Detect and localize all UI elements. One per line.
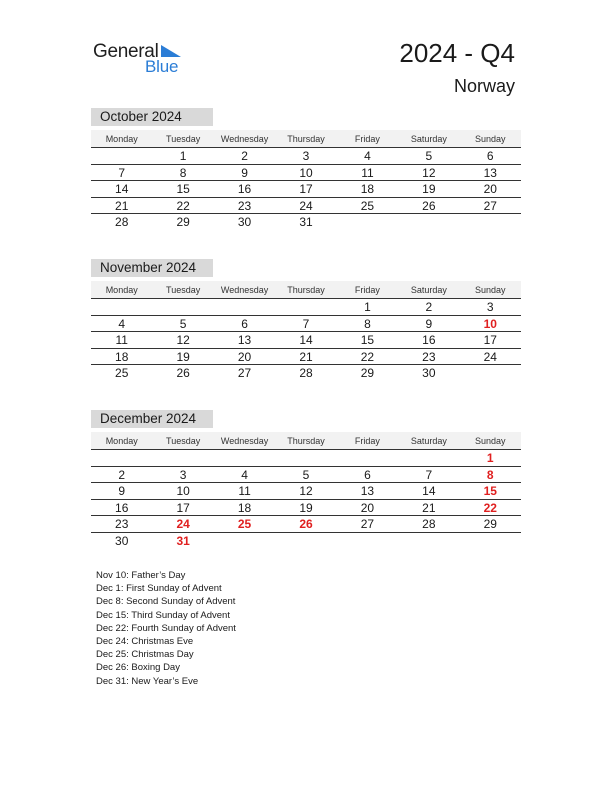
holiday-note: Dec 1: First Sunday of Advent <box>96 583 222 595</box>
holiday-note: Dec 24: Christmas Eve <box>96 636 194 648</box>
weekday-label: Thursday <box>287 285 325 295</box>
day-cell <box>275 533 336 550</box>
day-cell: 6 <box>364 467 371 482</box>
day-cell: 29 <box>483 517 497 531</box>
day-cell: 18 <box>237 500 252 515</box>
week-row <box>91 299 521 316</box>
day-cell: 27 <box>360 517 375 531</box>
day-cell: 1 <box>486 451 494 465</box>
day-cell: 26 <box>176 366 190 380</box>
day-cell: 19 <box>422 182 436 196</box>
day-cell: 2 <box>118 467 126 482</box>
day-cell: 12 <box>299 484 313 498</box>
day-cell: 5 <box>302 467 310 482</box>
weekday-label: Sunday <box>475 285 506 295</box>
day-cell: 19 <box>176 349 190 364</box>
weekday-label: Sunday <box>475 134 506 144</box>
day-cell: 9 <box>241 165 248 180</box>
day-cell: 29 <box>176 215 190 229</box>
day-cell: 30 <box>237 215 252 229</box>
day-cell: 29 <box>360 366 375 380</box>
week-row <box>91 483 521 500</box>
week-row <box>91 332 521 349</box>
day-cell: 24 <box>176 517 190 531</box>
day-cell: 15 <box>360 333 375 347</box>
weekday-label: Sunday <box>475 436 506 446</box>
day-cell: 16 <box>115 500 129 515</box>
day-cell <box>337 533 398 550</box>
day-cell: 8 <box>364 316 371 331</box>
day-cell: 26 <box>422 198 436 213</box>
week-row <box>91 533 521 550</box>
day-cell: 10 <box>483 316 497 331</box>
day-cell: 3 <box>302 149 310 163</box>
day-cell: 13 <box>237 333 252 347</box>
day-cell <box>398 533 459 550</box>
day-cell <box>91 148 152 164</box>
day-cell: 23 <box>237 198 252 213</box>
weekday-label: Tuesday <box>166 134 201 144</box>
day-cell <box>337 214 398 231</box>
day-cell: 2 <box>425 300 433 314</box>
day-cell: 16 <box>422 333 436 347</box>
week-row <box>91 148 521 165</box>
day-cell: 15 <box>176 182 190 196</box>
week-row <box>91 450 521 467</box>
weekday-label: Monday <box>105 134 138 144</box>
month-calendar <box>91 259 521 382</box>
day-cell: 31 <box>176 533 190 548</box>
day-cell: 5 <box>179 316 187 331</box>
week-row <box>91 349 521 366</box>
day-cell: 7 <box>118 165 126 180</box>
day-cell: 25 <box>115 366 129 380</box>
day-cell: 30 <box>115 533 129 548</box>
week-row <box>91 165 521 182</box>
country-name: Norway <box>453 76 515 96</box>
day-cell: 21 <box>115 198 129 213</box>
weekday-label: Thursday <box>287 436 325 446</box>
day-cell: 11 <box>115 333 128 347</box>
holiday-note: Dec 26: Boxing Day <box>96 662 180 674</box>
day-cell: 12 <box>422 165 436 180</box>
week-row <box>91 500 521 517</box>
day-cell: 17 <box>299 182 313 196</box>
day-cell: 21 <box>422 500 436 515</box>
day-cell: 1 <box>179 149 187 163</box>
day-cell: 4 <box>241 467 248 482</box>
day-cell <box>91 450 152 466</box>
weekday-label: Wednesday <box>220 285 269 295</box>
day-cell: 28 <box>299 366 313 380</box>
day-cell: 17 <box>483 333 497 347</box>
day-cell: 25 <box>237 517 252 531</box>
day-cell: 28 <box>422 517 436 531</box>
month-name: December 2024 <box>91 410 213 428</box>
day-cell: 20 <box>483 182 497 196</box>
weekday-label: Tuesday <box>166 285 201 295</box>
day-cell: 7 <box>302 316 310 331</box>
day-cell: 14 <box>422 484 436 498</box>
day-cell: 14 <box>299 333 313 347</box>
weekday-label: Saturday <box>410 134 447 144</box>
day-cell: 21 <box>299 349 313 364</box>
day-cell: 16 <box>237 182 252 196</box>
day-cell: 4 <box>118 316 126 331</box>
day-cell <box>214 299 275 315</box>
logo-general-text: General <box>93 41 159 62</box>
day-cell: 26 <box>299 517 313 531</box>
day-cell: 31 <box>299 215 313 229</box>
holiday-note: Dec 8: Second Sunday of Advent <box>96 596 236 608</box>
day-cell: 18 <box>360 182 375 196</box>
day-cell: 2 <box>241 149 248 163</box>
day-cell: 22 <box>483 500 497 515</box>
month-calendar <box>91 108 521 231</box>
day-cell: 22 <box>176 198 190 213</box>
day-cell <box>460 365 521 382</box>
week-row <box>91 365 521 382</box>
day-cell: 8 <box>486 467 494 482</box>
day-cell <box>91 299 152 315</box>
day-cell: 6 <box>241 316 248 331</box>
day-cell: 27 <box>483 198 497 213</box>
holiday-notes <box>96 569 236 688</box>
weekday-label: Monday <box>105 436 138 446</box>
day-cell: 9 <box>118 484 126 498</box>
day-cell: 20 <box>360 500 375 515</box>
holiday-note: Dec 22: Fourth Sunday of Advent <box>96 622 236 634</box>
week-row <box>91 181 521 198</box>
month-calendar <box>91 410 521 549</box>
week-row <box>91 214 521 231</box>
day-cell: 25 <box>360 198 375 213</box>
page-title: 2024 - Q4 <box>399 38 515 68</box>
day-cell <box>275 299 336 315</box>
day-cell: 9 <box>425 316 433 331</box>
day-cell <box>152 450 213 466</box>
day-cell <box>152 299 213 315</box>
week-row <box>91 516 521 533</box>
day-cell <box>398 214 459 231</box>
holiday-note: Dec 15: Third Sunday of Advent <box>96 609 230 621</box>
day-cell: 11 <box>361 165 374 180</box>
day-cell: 5 <box>425 149 433 163</box>
day-cell: 17 <box>176 500 190 515</box>
weekday-label: Saturday <box>410 285 447 295</box>
weekday-label: Wednesday <box>220 134 269 144</box>
day-cell <box>398 450 459 466</box>
day-cell: 15 <box>483 484 497 498</box>
day-cell: 12 <box>176 333 190 347</box>
logo <box>93 41 193 77</box>
weekday-label: Friday <box>354 134 380 144</box>
weekday-header <box>91 432 521 450</box>
day-cell <box>337 450 398 466</box>
weekday-header <box>91 130 521 148</box>
day-cell: 6 <box>486 149 494 163</box>
day-cell: 13 <box>360 484 375 498</box>
day-cell <box>214 450 275 466</box>
day-cell: 23 <box>115 517 129 531</box>
day-cell: 1 <box>364 300 371 314</box>
day-cell: 28 <box>115 215 129 229</box>
weekday-label: Saturday <box>410 436 447 446</box>
month-name: November 2024 <box>91 259 213 277</box>
day-cell: 18 <box>115 349 129 364</box>
day-cell: 8 <box>179 165 187 180</box>
day-cell: 24 <box>299 198 313 213</box>
holiday-note: Dec 31: New Year’s Eve <box>96 675 199 687</box>
day-cell: 3 <box>179 467 187 482</box>
day-cell: 22 <box>360 349 375 364</box>
day-cell <box>460 214 521 231</box>
weekday-label: Wednesday <box>220 436 269 446</box>
holiday-note: Nov 10: Father’s Day <box>96 570 186 581</box>
week-row <box>91 316 521 333</box>
weekday-label: Thursday <box>287 134 325 144</box>
day-cell: 7 <box>425 467 433 482</box>
day-cell: 20 <box>237 349 252 364</box>
day-cell: 13 <box>483 165 497 180</box>
day-cell: 24 <box>483 349 497 364</box>
day-cell: 10 <box>299 165 313 180</box>
weekday-label: Monday <box>105 285 138 295</box>
month-name: October 2024 <box>91 108 213 126</box>
week-row <box>91 467 521 484</box>
day-cell <box>460 533 521 550</box>
day-cell: 3 <box>486 300 494 314</box>
weekday-label: Friday <box>354 436 380 446</box>
week-row <box>91 198 521 215</box>
day-cell: 19 <box>299 500 313 515</box>
day-cell: 27 <box>237 366 252 380</box>
logo-blue-text: Blue <box>145 57 179 76</box>
day-cell: 11 <box>238 484 251 498</box>
day-cell: 4 <box>364 149 371 163</box>
day-cell: 10 <box>176 484 190 498</box>
day-cell: 23 <box>422 349 436 364</box>
day-cell: 14 <box>115 182 129 196</box>
holiday-note: Dec 25: Christmas Day <box>96 649 194 661</box>
day-cell <box>275 450 336 466</box>
day-cell: 30 <box>422 366 436 380</box>
weekday-header <box>91 281 521 299</box>
day-cell <box>214 533 275 550</box>
weekday-label: Tuesday <box>166 436 201 446</box>
weekday-label: Friday <box>354 285 380 295</box>
